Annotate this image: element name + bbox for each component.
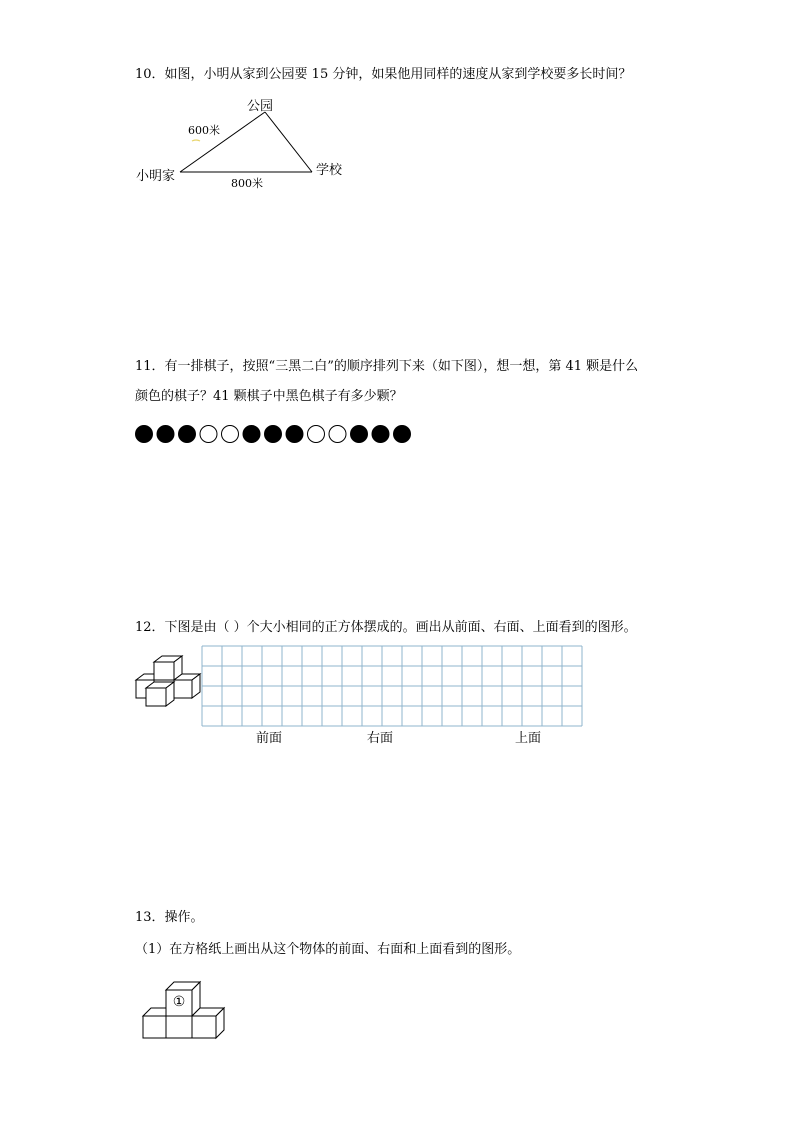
q12-cube-figure [132, 652, 204, 708]
q13-title: 13．操作。 [135, 910, 204, 925]
q13-sub1: （1）在方格纸上画出从这个物体的前面、右面和上面看到的图形。 [135, 942, 521, 957]
label-600m: 600米 [188, 124, 220, 137]
side-home-park [180, 112, 265, 172]
chess-piece-black [372, 426, 389, 443]
chess-piece-white [222, 426, 239, 443]
label-800m: 800米 [231, 177, 263, 190]
chess-piece-white [329, 426, 346, 443]
q10-text: 10．如图，小明从家到公园要 15 分钟，如果他用同样的速度从家到学校要多长时间？ [135, 67, 632, 82]
q11-pieces-row [130, 423, 430, 447]
chess-piece-black [286, 426, 303, 443]
cube-right-front [174, 680, 192, 698]
label-school: 学校 [316, 163, 343, 178]
label-home: 小明家 [136, 169, 176, 184]
q13-bottom-front [143, 1016, 216, 1038]
chess-piece-black [394, 426, 411, 443]
cube-top-front [154, 662, 174, 680]
label-front: 前面 [256, 731, 283, 746]
chess-piece-black [351, 426, 368, 443]
yellow-mark [192, 140, 200, 141]
chess-piece-white [308, 426, 325, 443]
chess-piece-black [179, 426, 196, 443]
label-top: 上面 [515, 731, 542, 746]
chess-piece-black [243, 426, 260, 443]
cube-front-front [146, 688, 166, 706]
chess-piece-white [200, 426, 217, 443]
label-park: 公园 [247, 99, 274, 114]
chess-piece-black [157, 426, 174, 443]
q13-mark: ① [172, 994, 186, 1010]
q13-bottom-left-top [143, 1008, 166, 1016]
chess-piece-black [265, 426, 282, 443]
chess-piece-black [136, 426, 153, 443]
q12-text: 12．下图是由（ ）个大小相同的正方体摆成的。画出从前面、右面、上面看到的图形。 [135, 620, 637, 635]
side-park-school [265, 112, 312, 172]
label-right: 右面 [367, 731, 394, 746]
q11-line2: 颜色的棋子？41 颗棋子中黑色棋子有多少颗？ [135, 389, 403, 404]
q13-cube-figure [140, 978, 230, 1042]
cube-left-top [136, 674, 154, 680]
q11-line1: 11．有一排棋子，按照“三黑二白”的顺序排列下来（如下图），想一想，第 41 颗是什么 [135, 359, 639, 374]
q12-answer-grid[interactable] [201, 645, 583, 727]
